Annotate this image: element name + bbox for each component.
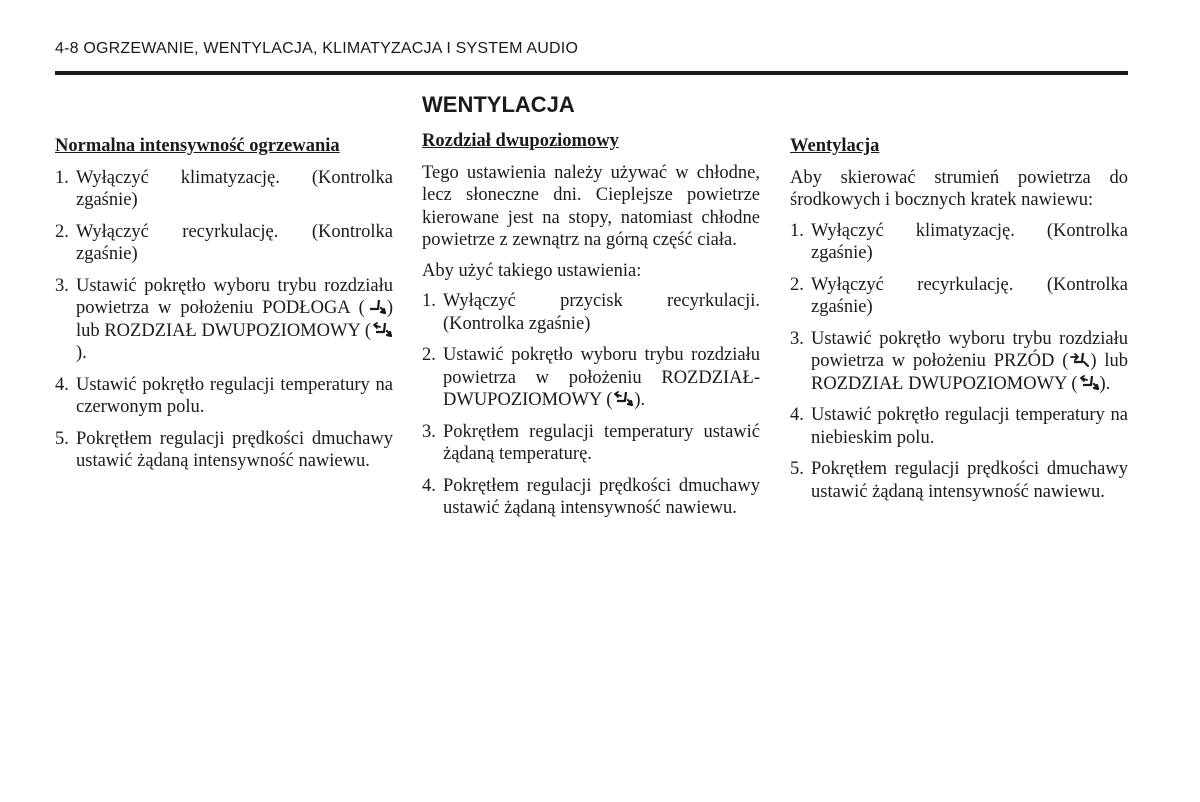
step-text: Wyłączyć recyrkulację. (Kontrolka zgaśnie) bbox=[811, 274, 1128, 317]
step-text: Ustawić pokrętło wyboru trybu rozdziału powietrza w położeniu PODŁOGA ( bbox=[76, 275, 393, 318]
bi-level-mode-icon bbox=[1078, 374, 1100, 392]
column-normal-heating bbox=[55, 135, 393, 482]
step-text: Ustawić pokrętło wyboru trybu rozdziału powietrza w położeniu PRZÓD ( bbox=[811, 328, 1128, 371]
step-number: 4. bbox=[55, 374, 69, 395]
floor-mode-icon bbox=[365, 298, 387, 316]
section-title: WENTYLACJA bbox=[422, 92, 575, 117]
step-text: ) lub ROZDZIAŁ DWUPOZIOMOWY ( bbox=[811, 351, 1128, 394]
header-rule bbox=[55, 71, 1128, 75]
step-text: Ustawić pokrętło wyboru trybu rozdziału powietrza w położeniu ROZDZIAŁ-DWUPOZIOMOWY ( bbox=[443, 345, 760, 410]
step-text: ). bbox=[634, 390, 646, 410]
list-item bbox=[790, 328, 1128, 396]
list-item bbox=[55, 428, 393, 473]
step-text: Ustawić pokrętło regulacji temperatury na czerwonym polu. bbox=[76, 374, 393, 417]
list-item bbox=[790, 220, 1128, 265]
intro-paragraph: Aby skierować strumień powietrza do środkowych i bocznych kratek nawiewu: bbox=[790, 167, 1128, 210]
step-text: ) lub ROZDZIAŁ DWUPOZIOMOWY ( bbox=[76, 298, 393, 341]
column-bi-level bbox=[422, 130, 760, 529]
step-number: 5. bbox=[790, 459, 804, 479]
list-item bbox=[790, 458, 1128, 503]
step-text: Pokrętłem regulacji prędkości dmuchawy ustawić żądaną intensywność nawiewu. bbox=[76, 428, 393, 471]
subheading-ventilation: Wentylacja bbox=[790, 136, 880, 156]
subheading-bi-level: Rozdział dwupoziomowy bbox=[422, 131, 619, 151]
step-number: 1. bbox=[422, 291, 436, 311]
list-item bbox=[422, 475, 760, 520]
step-number: 3. bbox=[422, 421, 436, 442]
list-item bbox=[55, 275, 393, 365]
step-number: 5. bbox=[55, 428, 69, 449]
subheading-normal-heating: Normalna intensywność ogrzewania bbox=[55, 136, 340, 156]
step-number: 3. bbox=[790, 328, 804, 349]
list-item bbox=[422, 290, 760, 335]
step-text: ). bbox=[76, 343, 87, 363]
step-number: 1. bbox=[790, 220, 804, 241]
list-item bbox=[55, 374, 393, 419]
column-ventilation bbox=[790, 135, 1128, 512]
step-number: 2. bbox=[55, 221, 69, 242]
step-text: Wyłączyć klimatyzację. (Kontrolka zgaśnie) bbox=[76, 167, 393, 210]
step-text: Wyłączyć przycisk recyrkulacji. (Kontrolka zgaśnie) bbox=[443, 291, 760, 334]
step-number: 4. bbox=[790, 405, 804, 425]
list-item bbox=[790, 274, 1128, 319]
list-item bbox=[55, 221, 393, 266]
step-text: Pokrętłem regulacji prędkości dmuchawy ustawić żądaną intensywność nawiewu. bbox=[443, 475, 760, 518]
vent-mode-icon bbox=[1068, 351, 1090, 369]
list-item bbox=[55, 167, 393, 212]
step-text: Ustawić pokrętło regulacji temperatury na niebieskim polu. bbox=[811, 405, 1128, 448]
lead-paragraph: Aby użyć takiego ustawienia: bbox=[422, 260, 642, 281]
step-number: 4. bbox=[422, 475, 436, 496]
page-header: 4-8 OGRZEWANIE, WENTYLACJA, KLIMATYZACJA I SYSTEM AUDIO bbox=[55, 40, 579, 57]
step-number: 2. bbox=[422, 345, 436, 365]
step-number: 3. bbox=[55, 275, 69, 296]
step-text: Wyłączyć klimatyzację. (Kontrolka zgaśnie) bbox=[811, 220, 1128, 263]
steps-list bbox=[55, 167, 393, 473]
step-text: Wyłączyć recyrkulację. (Kontrolka zgaśnie) bbox=[76, 221, 393, 264]
bi-level-mode-icon bbox=[371, 321, 393, 339]
step-number: 1. bbox=[55, 167, 69, 188]
step-text: Pokrętłem regulacji prędkości dmuchawy ustawić żądaną intensywność nawiewu. bbox=[811, 459, 1128, 502]
list-item bbox=[422, 421, 760, 466]
list-item bbox=[790, 404, 1128, 449]
step-text: ). bbox=[1099, 373, 1111, 394]
steps-list bbox=[422, 290, 760, 520]
bi-level-mode-icon bbox=[612, 390, 634, 408]
steps-list bbox=[790, 220, 1128, 504]
step-text: Pokrętłem regulacji temperatury ustawić żądaną temperaturę. bbox=[443, 421, 760, 464]
step-number: 2. bbox=[790, 274, 804, 295]
list-item bbox=[422, 344, 760, 412]
intro-paragraph: Tego ustawienia należy używać w chłodne, lecz słoneczne dni. Cieplejsze powietrze kierowane jest na stopy, natomiast chłodne powietrze z zewnątrz na górną część ciała. bbox=[422, 162, 760, 250]
